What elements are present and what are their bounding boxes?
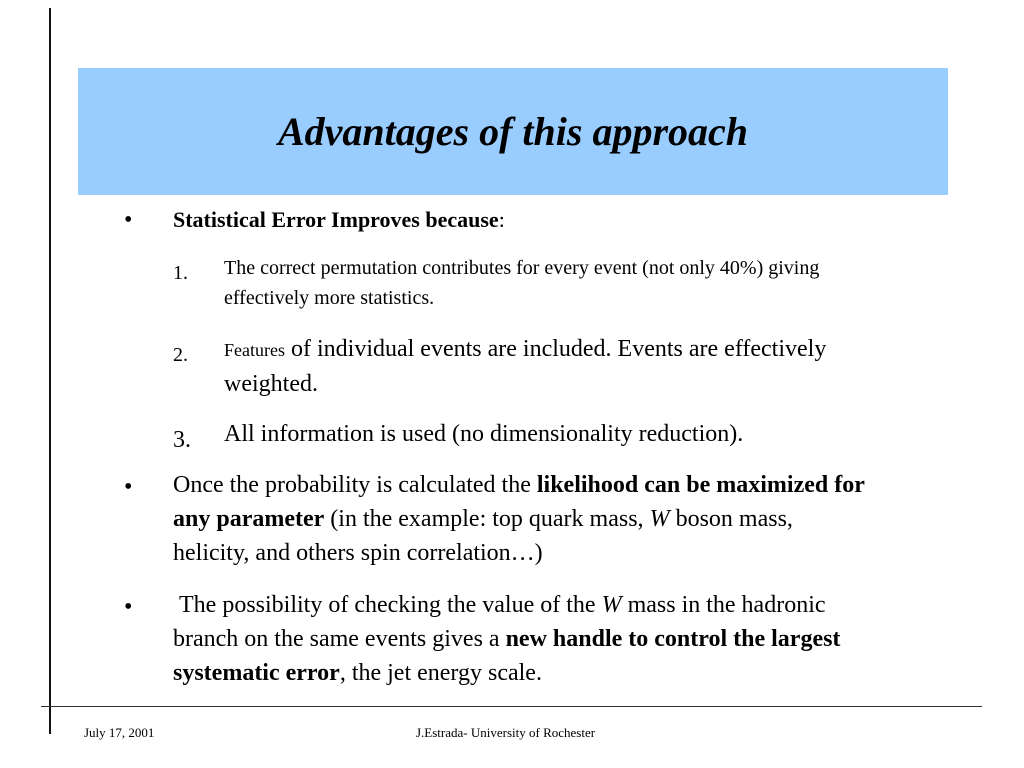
bullet-3-italic-w: W: [601, 592, 622, 618]
bullet-2-part-3: boson mass, helicity, and others spin correlation…): [173, 506, 793, 566]
bullet-3-text: [173, 588, 863, 690]
footer-horizontal-rule: [41, 706, 982, 707]
bullet-2-bold: likelihood can be maximized for any parameter: [173, 472, 865, 532]
item-1-text: The correct permutation contributes for every event (not only 40%) giving effectively more statistics.: [224, 257, 820, 309]
item-1-number: 1.: [173, 262, 188, 284]
item-2-number: 2.: [173, 344, 188, 366]
bullet-1-text: [173, 203, 873, 237]
bullet-3-part-1: The possibility of checking the value of the: [173, 592, 602, 618]
item-2-rest: of individual events are included. Events are effectively weighted.: [224, 336, 827, 397]
bullet-3-part-2: mass in the hadronic branch on the same events gives a: [173, 592, 826, 652]
bullet-3-bold: new handle to control the largest systematic error: [173, 626, 841, 686]
bullet-1-bold-lead: Statistical Error Improves because: [173, 207, 499, 232]
item-2-text: [224, 332, 854, 401]
bullet-2-part-2: (in the example: top quark mass,: [324, 506, 650, 532]
bullet-2-marker: •: [124, 474, 133, 500]
bullet-2-italic-w: W: [649, 506, 670, 532]
item-3-text: All information is used (no dimensionality reduction).: [224, 421, 744, 447]
bullet-3-part-3: , the jet energy scale.: [339, 660, 542, 686]
title-banner: [78, 68, 948, 195]
bullet-2-part-1: Once the probability is calculated the: [173, 472, 537, 498]
bullet-2-text: [173, 468, 873, 570]
slide-title: Advantages of this approach: [277, 108, 749, 154]
bullet-1-colon: :: [498, 207, 505, 232]
bullet-3-marker: •: [124, 594, 133, 620]
item-2-small-word: Features: [224, 340, 285, 360]
footer-date: July 17, 2001: [84, 725, 155, 740]
item-3-number: 3.: [173, 427, 191, 453]
left-vertical-rule: [49, 8, 51, 734]
footer-author: J.Estrada- University of Rochester: [416, 725, 596, 740]
bullet-1-marker: •: [124, 207, 133, 233]
